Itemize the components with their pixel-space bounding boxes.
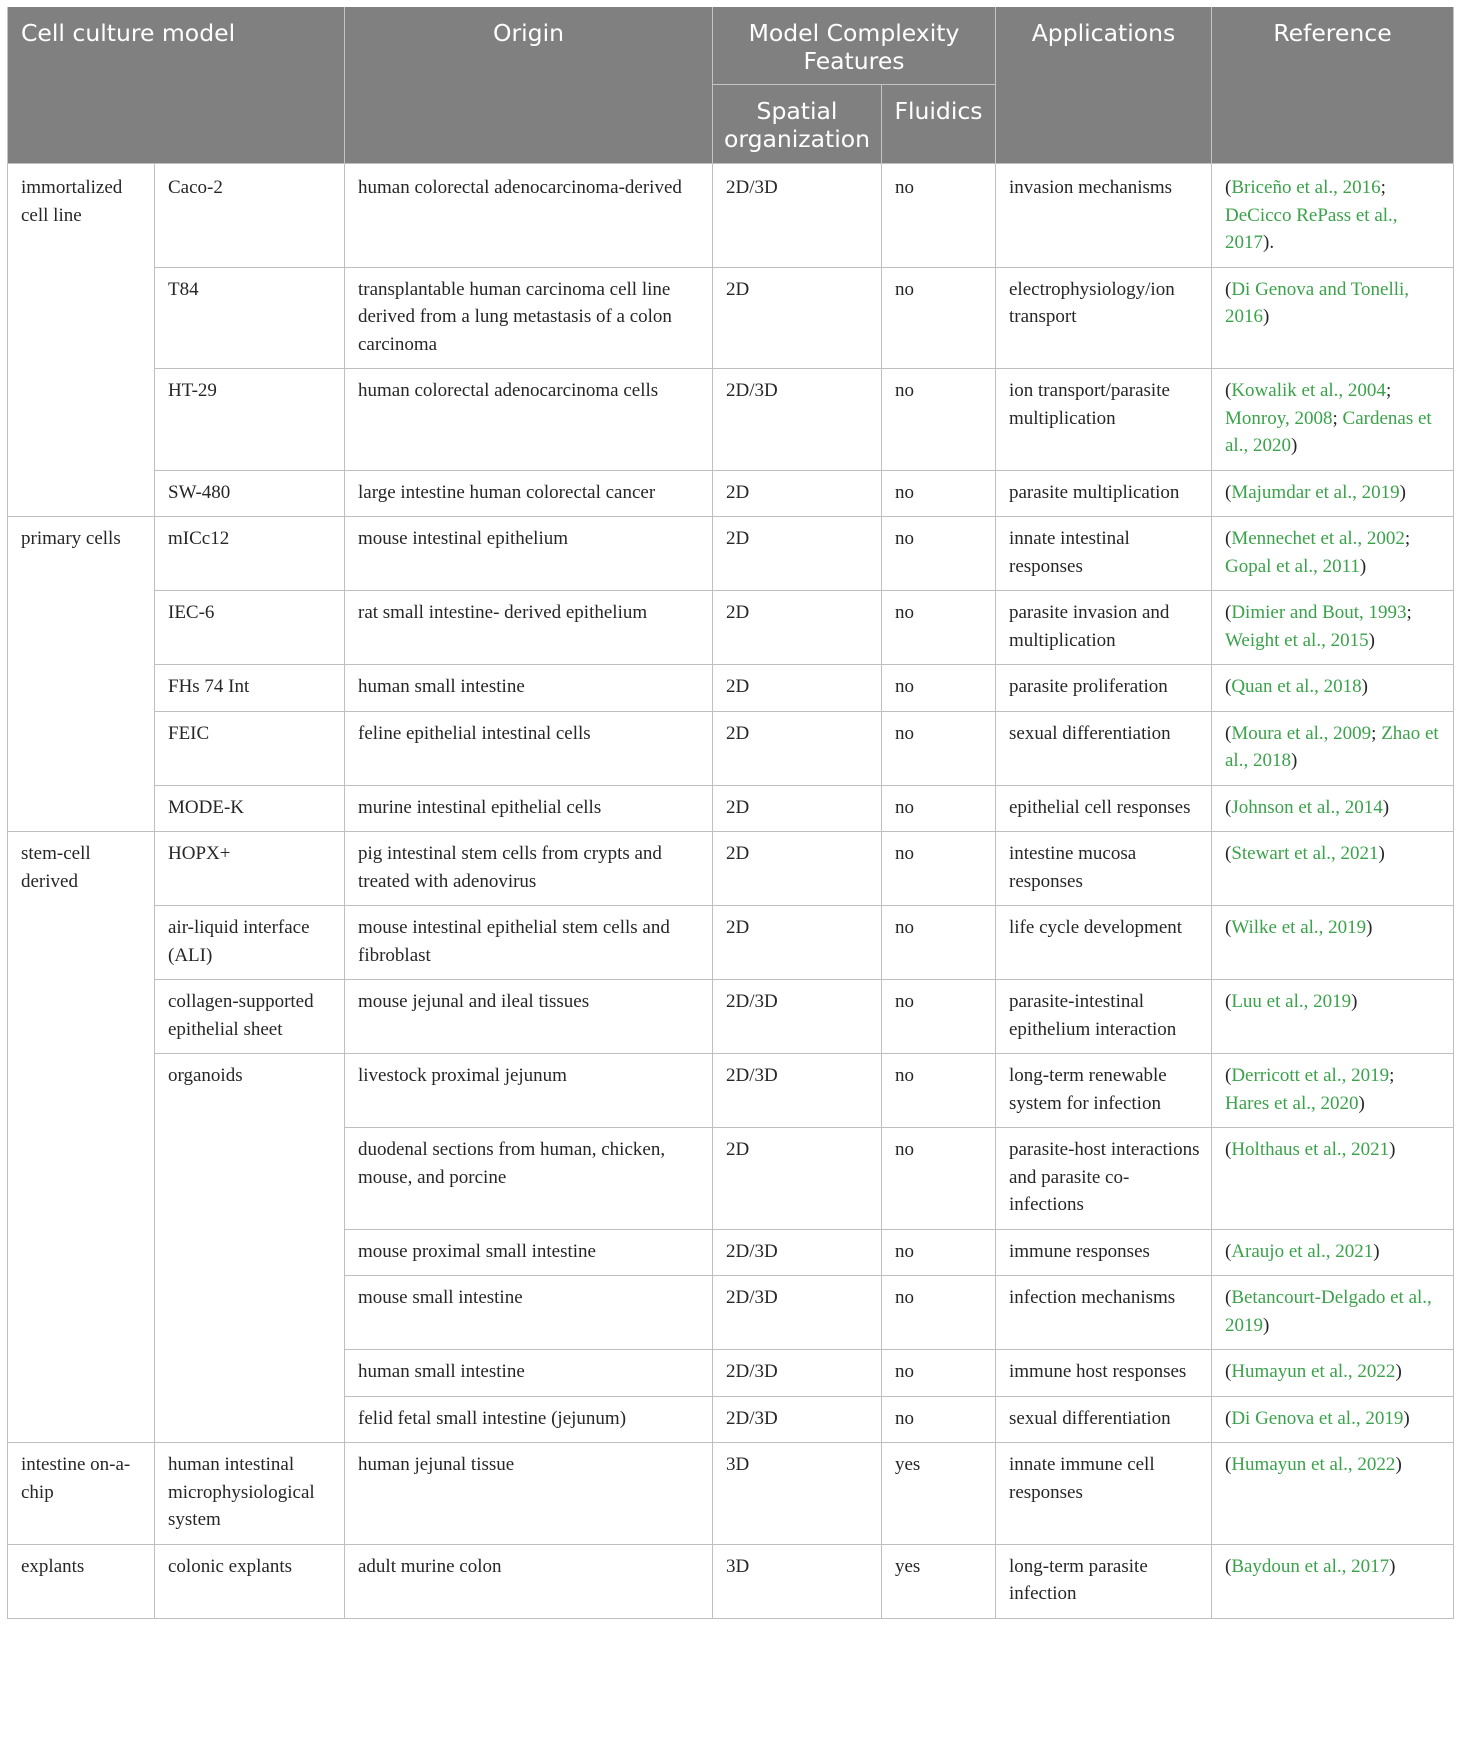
model-cell: FEIC xyxy=(155,711,345,785)
reference-cell xyxy=(1212,369,1454,471)
reference-punctuation: ( xyxy=(1225,177,1232,198)
applications-cell: innate immune cell responses xyxy=(996,1443,1212,1545)
table-row xyxy=(8,1054,1454,1128)
reference-link[interactable]: DeCicco RePass et al., 2017 xyxy=(1225,204,1398,253)
reference-punctuation: ) xyxy=(1395,1361,1402,1382)
model-cell: T84 xyxy=(155,267,345,369)
table-row xyxy=(8,267,1454,369)
header-model-complexity: Model Complexity Features xyxy=(713,7,996,85)
spatial-cell: 2D xyxy=(713,517,882,591)
reference-link[interactable]: Derricott et al., 2019 xyxy=(1231,1065,1390,1086)
spatial-cell: 2D/3D xyxy=(713,980,882,1054)
reference-cell xyxy=(1212,1229,1454,1276)
reference-link[interactable]: Humayun et al., 2022 xyxy=(1231,1361,1396,1382)
fluidics-cell: no xyxy=(882,1229,996,1276)
model-cell: FHs 74 Int xyxy=(155,665,345,712)
applications-cell: immune host responses xyxy=(996,1350,1212,1397)
spatial-cell: 2D/3D xyxy=(713,369,882,471)
reference-link[interactable]: Luu et al., 2019 xyxy=(1231,991,1352,1012)
origin-cell: mouse proximal small intestine xyxy=(345,1229,713,1276)
reference-punctuation: ) xyxy=(1378,843,1385,864)
reference-cell xyxy=(1212,1544,1454,1618)
table-row xyxy=(8,785,1454,832)
spatial-cell: 2D xyxy=(713,785,882,832)
reference-punctuation: ) xyxy=(1373,1240,1380,1262)
reference-punctuation: ( xyxy=(1225,602,1232,623)
reference-punctuation: ) xyxy=(1290,435,1298,456)
category-cell: immortalized cell line xyxy=(8,164,155,517)
reference-punctuation: ; xyxy=(1404,528,1411,549)
reference-punctuation: ) xyxy=(1263,306,1270,327)
reference-punctuation: ) xyxy=(1361,676,1368,697)
origin-cell: mouse intestinal epithelial stem cells and fibroblast xyxy=(345,906,713,980)
applications-cell: ion transport/parasite multiplication xyxy=(996,369,1212,471)
applications-cell: parasite multiplication xyxy=(996,470,1212,517)
table-row xyxy=(8,164,1454,268)
header-applications: Applications xyxy=(996,7,1212,164)
reference-link[interactable]: Hares et al., 2020 xyxy=(1225,1092,1359,1114)
model-cell: collagen-supported epithelial sheet xyxy=(155,980,345,1054)
spatial-cell: 2D xyxy=(713,470,882,517)
model-cell: MODE-K xyxy=(155,785,345,832)
origin-cell: mouse jejunal and ileal tissues xyxy=(345,980,713,1054)
reference-link[interactable]: Baydoun et al., 2017 xyxy=(1231,1555,1390,1577)
reference-cell xyxy=(1212,267,1454,369)
applications-cell: electrophysiology/ion transport xyxy=(996,267,1212,369)
fluidics-cell: no xyxy=(882,267,996,369)
reference-cell xyxy=(1212,517,1454,591)
table-row xyxy=(8,1544,1454,1618)
reference-link[interactable]: Kowalik et al., 2004 xyxy=(1231,380,1386,401)
reference-link[interactable]: Moura et al., 2009 xyxy=(1231,722,1372,744)
reference-punctuation: ; xyxy=(1380,177,1386,198)
reference-punctuation: ) xyxy=(1389,1139,1396,1160)
fluidics-cell: no xyxy=(882,164,996,268)
reference-punctuation: ( xyxy=(1225,1555,1232,1577)
spatial-cell: 2D xyxy=(713,267,882,369)
reference-link[interactable]: Stewart et al., 2021 xyxy=(1231,843,1379,864)
fluidics-cell: no xyxy=(882,980,996,1054)
origin-cell: feline epithelial intestinal cells xyxy=(345,711,713,785)
reference-punctuation: ( xyxy=(1225,278,1232,300)
reference-link[interactable]: Gopal et al., 2011 xyxy=(1225,555,1360,577)
reference-punctuation: ) xyxy=(1399,481,1406,503)
reference-link[interactable]: Weight et al., 2015 xyxy=(1225,629,1369,651)
applications-cell: immune responses xyxy=(996,1229,1212,1276)
spatial-cell: 2D xyxy=(713,1128,882,1230)
header-cell-culture-model: Cell culture model xyxy=(8,7,345,164)
reference-punctuation: ; xyxy=(1389,1065,1395,1086)
applications-cell: infection mechanisms xyxy=(996,1276,1212,1350)
reference-cell xyxy=(1212,1054,1454,1128)
model-cell: HOPX+ xyxy=(155,832,345,906)
reference-punctuation: ; xyxy=(1371,722,1382,744)
reference-link[interactable]: Betancourt-Delgado et al., 2019 xyxy=(1225,1287,1432,1336)
origin-cell: transplantable human carcinoma cell line derived from a lung metastasis of a colon carcinoma xyxy=(345,267,713,369)
reference-punctuation: ) xyxy=(1403,1407,1410,1429)
reference-cell xyxy=(1212,1443,1454,1545)
reference-link[interactable]: Zhao et al., 2018 xyxy=(1225,722,1439,771)
reference-cell xyxy=(1212,1350,1454,1397)
spatial-cell: 2D xyxy=(713,665,882,712)
reference-punctuation: ) xyxy=(1382,796,1390,818)
reference-cell xyxy=(1212,832,1454,906)
reference-link[interactable]: Cardenas et al., 2020 xyxy=(1225,407,1432,456)
model-cell: colonic explants xyxy=(155,1544,345,1618)
applications-cell: parasite-host interactions and parasite co-infections xyxy=(996,1128,1212,1230)
origin-cell: large intestine human colorectal cancer xyxy=(345,470,713,517)
header-origin: Origin xyxy=(345,7,713,164)
origin-cell: rat small intestine- derived epithelium xyxy=(345,591,713,665)
applications-cell: invasion mechanisms xyxy=(996,164,1212,268)
reference-punctuation: ) xyxy=(1351,991,1358,1012)
reference-link[interactable]: Quan et al., 2018 xyxy=(1231,676,1362,697)
reference-punctuation: ( xyxy=(1225,1454,1232,1475)
header-spatial-organization: Spatial organization xyxy=(713,85,882,164)
fluidics-cell: no xyxy=(882,1350,996,1397)
category-cell: explants xyxy=(8,1544,155,1618)
reference-punctuation: ( xyxy=(1225,1361,1232,1382)
spatial-cell: 2D xyxy=(713,832,882,906)
table-row xyxy=(8,591,1454,665)
fluidics-cell: no xyxy=(882,1396,996,1443)
table-row xyxy=(8,665,1454,712)
origin-cell: livestock proximal jejunum xyxy=(345,1054,713,1128)
spatial-cell: 2D xyxy=(713,591,882,665)
reference-punctuation: ( xyxy=(1225,481,1232,503)
reference-punctuation: ) xyxy=(1366,917,1373,938)
table-header xyxy=(8,7,1454,164)
table-row xyxy=(8,906,1454,980)
reference-punctuation: ; xyxy=(1406,602,1412,623)
reference-punctuation: ) xyxy=(1368,629,1375,651)
table-row xyxy=(8,470,1454,517)
fluidics-cell: no xyxy=(882,1054,996,1128)
applications-cell: long-term renewable system for infection xyxy=(996,1054,1212,1128)
fluidics-cell: no xyxy=(882,832,996,906)
reference-cell xyxy=(1212,470,1454,517)
table-row xyxy=(8,517,1454,591)
category-cell: stem-cell derived xyxy=(8,832,155,1443)
reference-cell xyxy=(1212,665,1454,712)
culture-models-table xyxy=(7,7,1454,1619)
fluidics-cell: no xyxy=(882,470,996,517)
reference-punctuation: ( xyxy=(1225,1287,1232,1308)
reference-cell xyxy=(1212,1276,1454,1350)
reference-cell xyxy=(1212,785,1454,832)
model-cell: HT-29 xyxy=(155,369,345,471)
spatial-cell: 2D xyxy=(713,906,882,980)
spatial-cell: 2D/3D xyxy=(713,1396,882,1443)
reference-link[interactable]: Briceño et al., 2016 xyxy=(1231,177,1381,198)
reference-cell xyxy=(1212,164,1454,268)
reference-link[interactable]: Di Genova et al., 2019 xyxy=(1231,1407,1404,1429)
origin-cell: mouse small intestine xyxy=(345,1276,713,1350)
reference-link[interactable]: Majumdar et al., 2019 xyxy=(1231,481,1400,503)
spatial-cell: 2D/3D xyxy=(713,164,882,268)
fluidics-cell: no xyxy=(882,369,996,471)
reference-link[interactable]: Dimier and Bout, 1993 xyxy=(1231,602,1407,623)
fluidics-cell: no xyxy=(882,1276,996,1350)
reference-punctuation: ; xyxy=(1385,380,1392,401)
reference-punctuation: ( xyxy=(1225,843,1232,864)
reference-punctuation: ) xyxy=(1263,1314,1270,1336)
origin-cell: pig intestinal stem cells from crypts and treated with adenovirus xyxy=(345,832,713,906)
reference-punctuation: ) xyxy=(1358,1092,1365,1114)
header-fluidics: Fluidics xyxy=(882,85,996,164)
reference-punctuation: ( xyxy=(1225,1407,1232,1429)
fluidics-cell: no xyxy=(882,711,996,785)
origin-cell: human colorectal adenocarcinoma-derived xyxy=(345,164,713,268)
model-cell: air-liquid interface (ALI) xyxy=(155,906,345,980)
origin-cell: human jejunal tissue xyxy=(345,1443,713,1545)
fluidics-cell: yes xyxy=(882,1443,996,1545)
applications-cell: epithelial cell responses xyxy=(996,785,1212,832)
table-row xyxy=(8,369,1454,471)
reference-punctuation: ) xyxy=(1395,1454,1402,1475)
reference-punctuation: ; xyxy=(1332,407,1343,429)
model-cell: organoids xyxy=(155,1054,345,1443)
header-reference: Reference xyxy=(1212,7,1454,164)
reference-punctuation: ( xyxy=(1225,528,1232,549)
origin-cell: felid fetal small intestine (jejunum) xyxy=(345,1396,713,1443)
reference-link[interactable]: Johnson et al., 2014 xyxy=(1231,796,1383,818)
table-row xyxy=(8,832,1454,906)
reference-link[interactable]: Di Genova and Tonelli, 2016 xyxy=(1225,278,1410,327)
origin-cell: mouse intestinal epithelium xyxy=(345,517,713,591)
reference-punctuation: ) xyxy=(1290,750,1298,771)
reference-link[interactable]: Araujo et al., 2021 xyxy=(1231,1240,1374,1262)
spatial-cell: 3D xyxy=(713,1544,882,1618)
spatial-cell: 2D/3D xyxy=(713,1350,882,1397)
applications-cell: innate intestinal responses xyxy=(996,517,1212,591)
origin-cell: adult murine colon xyxy=(345,1544,713,1618)
model-cell: IEC-6 xyxy=(155,591,345,665)
fluidics-cell: no xyxy=(882,785,996,832)
reference-cell xyxy=(1212,711,1454,785)
table-row xyxy=(8,1443,1454,1545)
reference-cell xyxy=(1212,980,1454,1054)
reference-punctuation: ( xyxy=(1225,1139,1232,1160)
model-cell: mICc12 xyxy=(155,517,345,591)
applications-cell: parasite-intestinal epithelium interaction xyxy=(996,980,1212,1054)
fluidics-cell: yes xyxy=(882,1544,996,1618)
reference-cell xyxy=(1212,1396,1454,1443)
table-row xyxy=(8,711,1454,785)
spatial-cell: 3D xyxy=(713,1443,882,1545)
spatial-cell: 2D xyxy=(713,711,882,785)
reference-punctuation: ( xyxy=(1225,380,1232,401)
spatial-cell: 2D/3D xyxy=(713,1054,882,1128)
spatial-cell: 2D/3D xyxy=(713,1229,882,1276)
applications-cell: life cycle development xyxy=(996,906,1212,980)
fluidics-cell: no xyxy=(882,906,996,980)
fluidics-cell: no xyxy=(882,665,996,712)
model-cell: Caco-2 xyxy=(155,164,345,268)
origin-cell: duodenal sections from human, chicken, mouse, and porcine xyxy=(345,1128,713,1230)
reference-cell xyxy=(1212,591,1454,665)
applications-cell: parasite invasion and multiplication xyxy=(996,591,1212,665)
reference-punctuation: ( xyxy=(1225,991,1232,1012)
reference-link[interactable]: Mennechet et al., 2002 xyxy=(1231,528,1405,549)
category-cell: intestine on-a-chip xyxy=(8,1443,155,1545)
reference-punctuation: ) xyxy=(1389,1555,1396,1577)
reference-punctuation: ( xyxy=(1225,917,1232,938)
fluidics-cell: no xyxy=(882,1128,996,1230)
reference-punctuation: ( xyxy=(1225,722,1232,744)
reference-punctuation: ). xyxy=(1263,232,1275,253)
model-cell: human intestinal microphysiological system xyxy=(155,1443,345,1545)
reference-cell xyxy=(1212,1128,1454,1230)
table-row xyxy=(8,980,1454,1054)
reference-punctuation: ) xyxy=(1359,555,1367,577)
spatial-cell: 2D/3D xyxy=(713,1276,882,1350)
origin-cell: human colorectal adenocarcinoma cells xyxy=(345,369,713,471)
origin-cell: murine intestinal epithelial cells xyxy=(345,785,713,832)
reference-punctuation: ( xyxy=(1225,676,1232,697)
category-cell: primary cells xyxy=(8,517,155,832)
applications-cell: parasite proliferation xyxy=(996,665,1212,712)
model-cell: SW-480 xyxy=(155,470,345,517)
reference-link[interactable]: Holthaus et al., 2021 xyxy=(1231,1139,1390,1160)
applications-cell: sexual differentiation xyxy=(996,711,1212,785)
table-body xyxy=(8,164,1454,1619)
reference-punctuation: ( xyxy=(1225,1065,1232,1086)
fluidics-cell: no xyxy=(882,591,996,665)
reference-punctuation: ( xyxy=(1225,796,1232,818)
reference-cell xyxy=(1212,906,1454,980)
applications-cell: long-term parasite infection xyxy=(996,1544,1212,1618)
applications-cell: sexual differentiation xyxy=(996,1396,1212,1443)
reference-link[interactable]: Monroy, 2008 xyxy=(1225,407,1333,429)
applications-cell: intestine mucosa responses xyxy=(996,832,1212,906)
reference-link[interactable]: Wilke et al., 2019 xyxy=(1231,917,1367,938)
reference-punctuation: ( xyxy=(1225,1240,1232,1262)
reference-link[interactable]: Humayun et al., 2022 xyxy=(1231,1454,1396,1475)
origin-cell: human small intestine xyxy=(345,665,713,712)
origin-cell: human small intestine xyxy=(345,1350,713,1397)
fluidics-cell: no xyxy=(882,517,996,591)
